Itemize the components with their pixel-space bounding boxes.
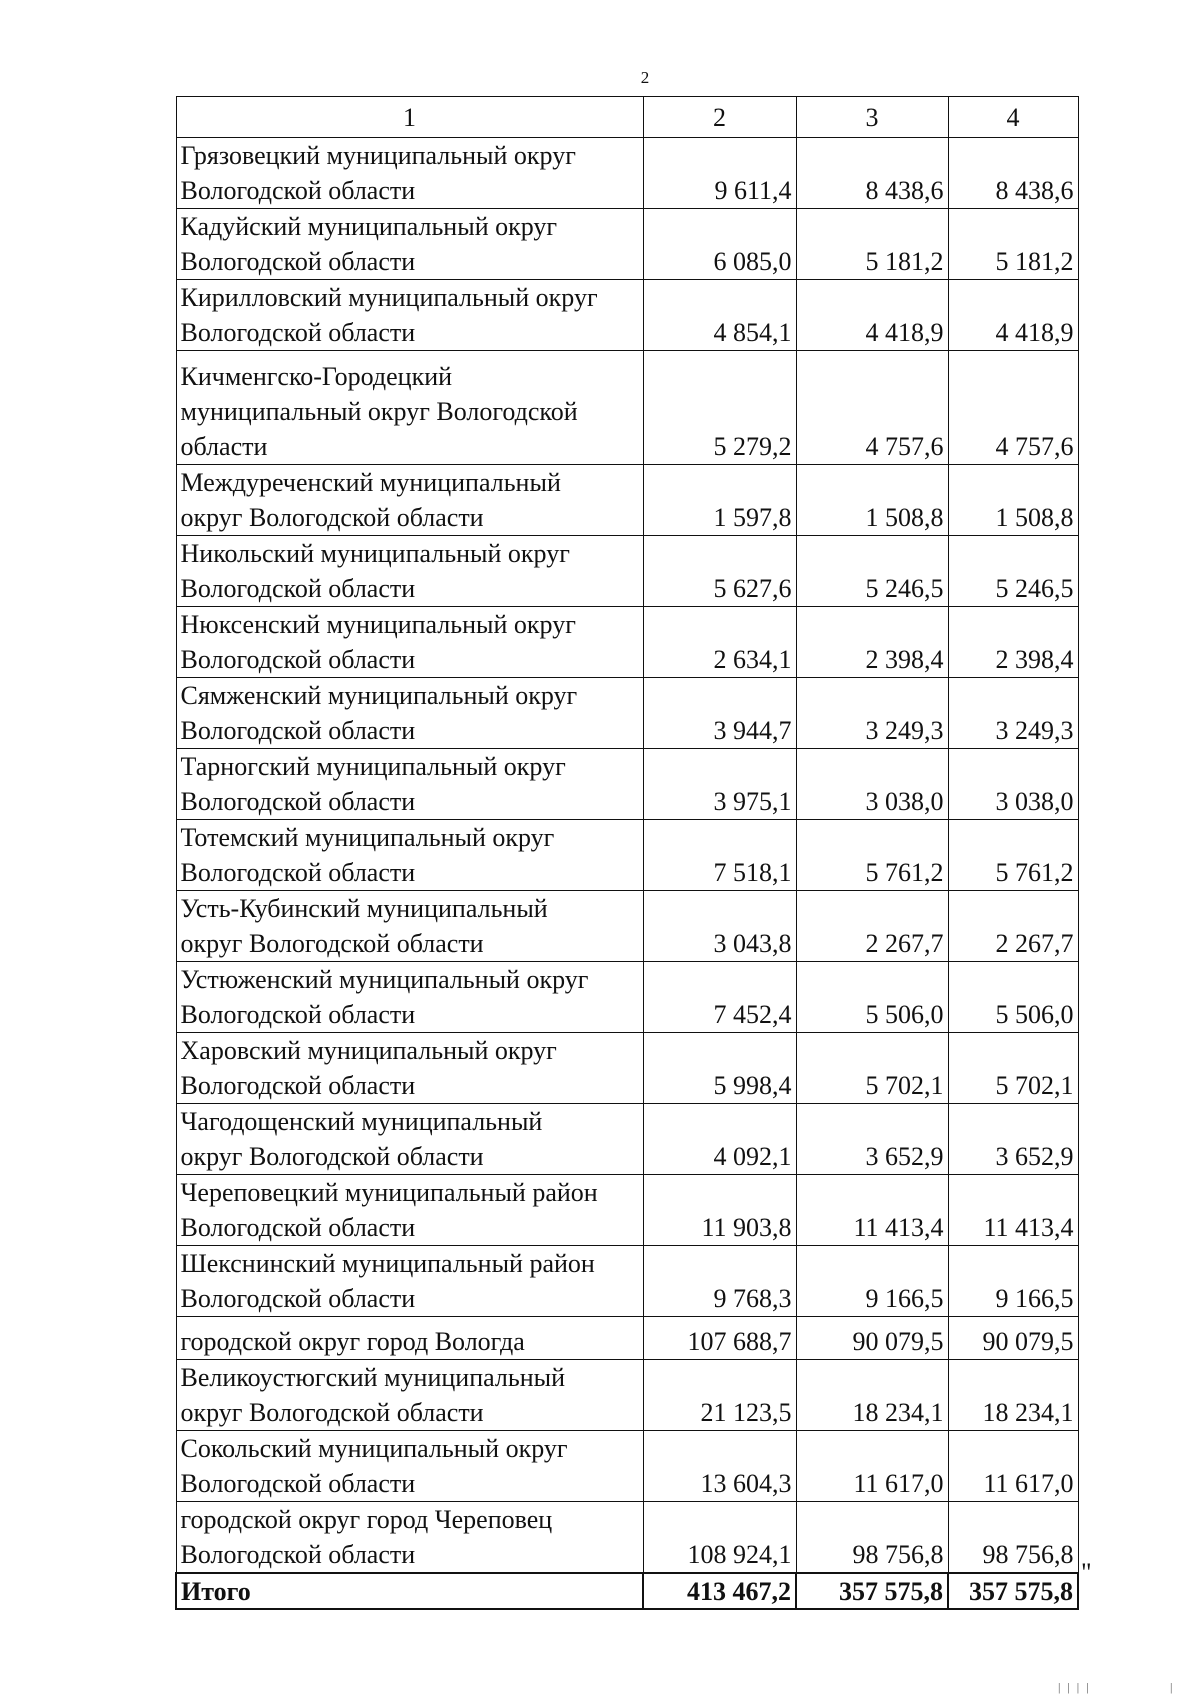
value-col-4: 8 438,6 (948, 138, 1078, 209)
column-header-4: 4 (948, 97, 1078, 138)
table-row (176, 465, 1078, 536)
value-col-3: 1 508,8 (796, 465, 948, 536)
value-col-2: 1 597,8 (643, 465, 796, 536)
table-row (176, 209, 1078, 280)
table-row (176, 749, 1078, 820)
table-row (176, 1033, 1078, 1104)
value-col-2: 5 279,2 (643, 351, 796, 465)
value-col-3: 5 246,5 (796, 536, 948, 607)
value-col-2: 11 903,8 (643, 1175, 796, 1246)
total-col-3: 357 575,8 (796, 1573, 948, 1609)
value-col-3: 11 413,4 (796, 1175, 948, 1246)
value-col-3: 5 506,0 (796, 962, 948, 1033)
value-col-2: 3 944,7 (643, 678, 796, 749)
total-row (176, 1573, 1078, 1609)
table-body (176, 138, 1078, 1610)
value-col-2: 107 688,7 (643, 1317, 796, 1360)
value-col-3: 90 079,5 (796, 1317, 948, 1360)
value-col-4: 5 506,0 (948, 962, 1078, 1033)
value-col-4: 98 756,8 (948, 1502, 1078, 1574)
value-col-2: 9 611,4 (643, 138, 796, 209)
value-col-3: 5 761,2 (796, 820, 948, 891)
table-row (176, 1104, 1078, 1175)
value-col-4: 5 181,2 (948, 209, 1078, 280)
municipality-name: Никольский муниципальный округ Вологодской области (176, 536, 643, 607)
page-number: 2 (640, 68, 650, 87)
municipality-name: Череповецкий муниципальный район Вологодской области (176, 1175, 643, 1246)
table-row (176, 1502, 1078, 1574)
municipality-name: Междуреченский муниципальный округ Вологодской области (176, 465, 643, 536)
value-col-2: 4 854,1 (643, 280, 796, 351)
total-label: Итого (176, 1573, 643, 1609)
allocation-table (175, 96, 1079, 1610)
value-col-4: 5 702,1 (948, 1033, 1078, 1104)
municipality-name: Сокольский муниципальный округ Вологодской области (176, 1431, 643, 1502)
municipality-name: Сямженский муниципальный округ Вологодской области (176, 678, 643, 749)
municipality-name: Кирилловский муниципальный округ Вологодской области (176, 280, 643, 351)
value-col-2: 4 092,1 (643, 1104, 796, 1175)
table-row (176, 1246, 1078, 1317)
value-col-4: 4 418,9 (948, 280, 1078, 351)
municipality-name: Харовский муниципальный округ Вологодской области (176, 1033, 643, 1104)
value-col-4: 2 267,7 (948, 891, 1078, 962)
value-col-4: 11 413,4 (948, 1175, 1078, 1246)
table-row (176, 820, 1078, 891)
value-col-3: 4 757,6 (796, 351, 948, 465)
table-row (176, 1360, 1078, 1431)
value-col-3: 2 267,7 (796, 891, 948, 962)
table-row (176, 1431, 1078, 1502)
table-row (176, 280, 1078, 351)
municipality-name: Тотемский муниципальный округ Вологодской области (176, 820, 643, 891)
value-col-3: 3 249,3 (796, 678, 948, 749)
value-col-4: 1 508,8 (948, 465, 1078, 536)
column-header-3: 3 (796, 97, 948, 138)
value-col-3: 9 166,5 (796, 1246, 948, 1317)
municipality-name: Кичменгско-Городецкий муниципальный округ Вологодской области (176, 351, 643, 465)
value-col-2: 13 604,3 (643, 1431, 796, 1502)
municipality-name: Грязовецкий муниципальный округ Вологодской области (176, 138, 643, 209)
value-col-2: 7 452,4 (643, 962, 796, 1033)
value-col-4: 18 234,1 (948, 1360, 1078, 1431)
table-row (176, 138, 1078, 209)
header-row (176, 97, 1078, 138)
value-col-3: 5 702,1 (796, 1033, 948, 1104)
value-col-4: 4 757,6 (948, 351, 1078, 465)
margin-marks: | | | | (1058, 1680, 1091, 1694)
closing-quote: " (1081, 1558, 1092, 1587)
municipality-name: Великоустюгский муниципальный округ Вологодской области (176, 1360, 643, 1431)
value-col-4: 5 246,5 (948, 536, 1078, 607)
value-col-4: 90 079,5 (948, 1317, 1078, 1360)
municipality-name: Кадуйский муниципальный округ Вологодской области (176, 209, 643, 280)
value-col-3: 3 038,0 (796, 749, 948, 820)
municipality-name: Шекснинский муниципальный район Вологодской области (176, 1246, 643, 1317)
value-col-2: 9 768,3 (643, 1246, 796, 1317)
value-col-2: 5 998,4 (643, 1033, 796, 1104)
table-row (176, 536, 1078, 607)
value-col-2: 7 518,1 (643, 820, 796, 891)
value-col-4: 11 617,0 (948, 1431, 1078, 1502)
value-col-4: 3 652,9 (948, 1104, 1078, 1175)
value-col-2: 6 085,0 (643, 209, 796, 280)
value-col-3: 18 234,1 (796, 1360, 948, 1431)
value-col-2: 5 627,6 (643, 536, 796, 607)
edge-mark: | (1170, 1680, 1173, 1694)
value-col-4: 9 166,5 (948, 1246, 1078, 1317)
municipality-name: Усть-Кубинский муниципальный округ Вологодской области (176, 891, 643, 962)
municipality-name: Нюксенский муниципальный округ Вологодской области (176, 607, 643, 678)
municipality-name: Чагодощенский муниципальный округ Вологодской области (176, 1104, 643, 1175)
total-col-2: 413 467,2 (643, 1573, 796, 1609)
value-col-2: 2 634,1 (643, 607, 796, 678)
column-header-2: 2 (643, 97, 796, 138)
value-col-4: 3 038,0 (948, 749, 1078, 820)
value-col-3: 2 398,4 (796, 607, 948, 678)
table-row (176, 1175, 1078, 1246)
table-row (176, 1317, 1078, 1360)
table-row (176, 678, 1078, 749)
column-header-1: 1 (176, 97, 643, 138)
value-col-3: 5 181,2 (796, 209, 948, 280)
value-col-2: 3 043,8 (643, 891, 796, 962)
value-col-2: 3 975,1 (643, 749, 796, 820)
municipality-name: Тарногский муниципальный округ Вологодской области (176, 749, 643, 820)
value-col-2: 108 924,1 (643, 1502, 796, 1574)
table-row (176, 891, 1078, 962)
value-col-3: 11 617,0 (796, 1431, 948, 1502)
total-col-4: 357 575,8 (948, 1573, 1078, 1609)
value-col-2: 21 123,5 (643, 1360, 796, 1431)
value-col-4: 5 761,2 (948, 820, 1078, 891)
value-col-3: 98 756,8 (796, 1502, 948, 1574)
table-row (176, 607, 1078, 678)
value-col-4: 3 249,3 (948, 678, 1078, 749)
value-col-3: 8 438,6 (796, 138, 948, 209)
value-col-4: 2 398,4 (948, 607, 1078, 678)
value-col-3: 3 652,9 (796, 1104, 948, 1175)
municipality-name: городской округ город Вологда (176, 1317, 643, 1360)
value-col-3: 4 418,9 (796, 280, 948, 351)
municipality-name: городской округ город Череповец Вологодской области (176, 1502, 643, 1574)
municipality-name: Устюженский муниципальный округ Вологодской области (176, 962, 643, 1033)
table-row (176, 962, 1078, 1033)
table-row (176, 351, 1078, 465)
